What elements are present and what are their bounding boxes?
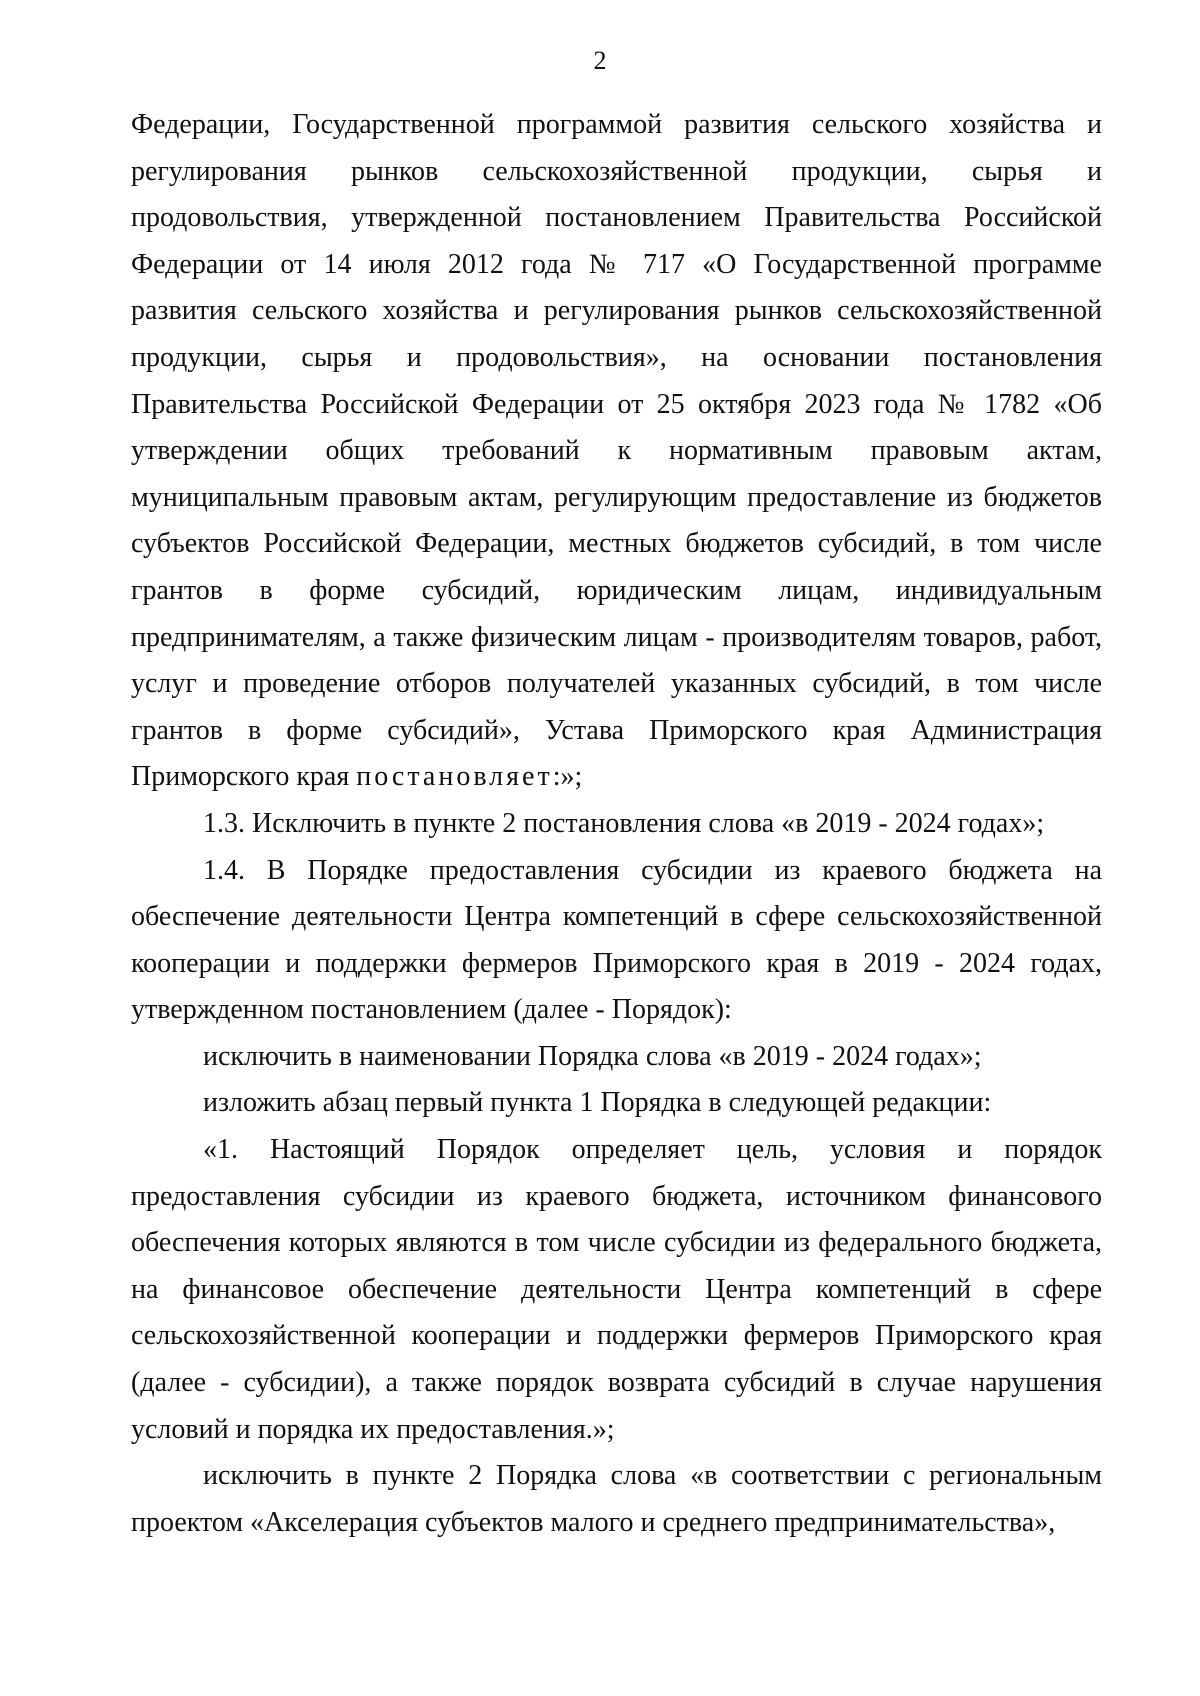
document-body <box>131 102 1102 1546</box>
paragraph-exclude-title-words: исключить в наименовании Порядка слова «в 2019 - 2024 годах»; <box>203 1040 982 1072</box>
paragraph-exclude-clause-2-words: исключить в пункте 2 Порядка слова «в соответствии с региональным проектом «Акселерация субъектов малого и среднего предпринимательства», <box>131 1460 1102 1538</box>
decree-word: постановляет <box>356 761 553 793</box>
paragraph-restate-clause: изложить абзац первый пункта 1 Порядка в следующей редакции: <box>203 1087 992 1119</box>
preamble-text: Федерации, Государственной программой развития сельского хозяйства и регулирования рынков сельскохозяйственной продукции, сырья и продовольствия, утвержденной постановлением Правительства Российской Федерации от 14 июля 2012 года № 717 «О Государственной программе развития сельского хозяйства и регулирования рынков сельскохозяйственной продукции, сырья и продовольствия», на основании постановления Правительства Российской Федерации от 25 октября 2023 года № 1782 «Об утверждении общих требований к нормативным правовым актам, муниципальным правовым актам, регулирующим предоставление из бюджетов субъектов Российской Федерации, местных бюджетов субсидий, в том числе грантов в форме субсидий, юридическим лицам, индивидуальным предпринимателям, а также физическим лицам - производителям товаров, работ, услуг и проведение отборов получателей указанных субсидий, в том числе грантов в форме субсидий», Устава Приморского края Администрация Приморского края <box>131 109 1102 793</box>
page-number: 2 <box>593 46 607 75</box>
preamble-end: :»; <box>552 761 583 793</box>
paragraph-1-4: 1.4. В Порядке предоставления субсидии из краевого бюджета на обеспечение деятельности Центра компетенций в сфере сельскохозяйственной кооперации и поддержки фермеров Приморского края в 2019 - 2024 годах, утвержденном постановлением (далее - Порядок): <box>131 854 1102 1026</box>
paragraph-1-3: 1.3. Исключить в пункте 2 постановления слова «в 2019 - 2024 годах»; <box>203 807 1045 839</box>
paragraph-new-clause-1: «1. Настоящий Порядок определяет цель, условия и порядок предоставления субсидии из краевого бюджета, источником финансового обеспечения которых являются в том числе субсидии из федерального бюджета, на финансовое обеспечение деятельности Центра компетенций в сфере сельскохозяйственной кооперации и поддержки фермеров Приморского края (далее - субсидии), а также порядок возврата субсидий в случае нарушения условий и порядка их предоставления.»; <box>131 1134 1102 1445</box>
paragraph-preamble-continuation <box>131 102 1102 801</box>
